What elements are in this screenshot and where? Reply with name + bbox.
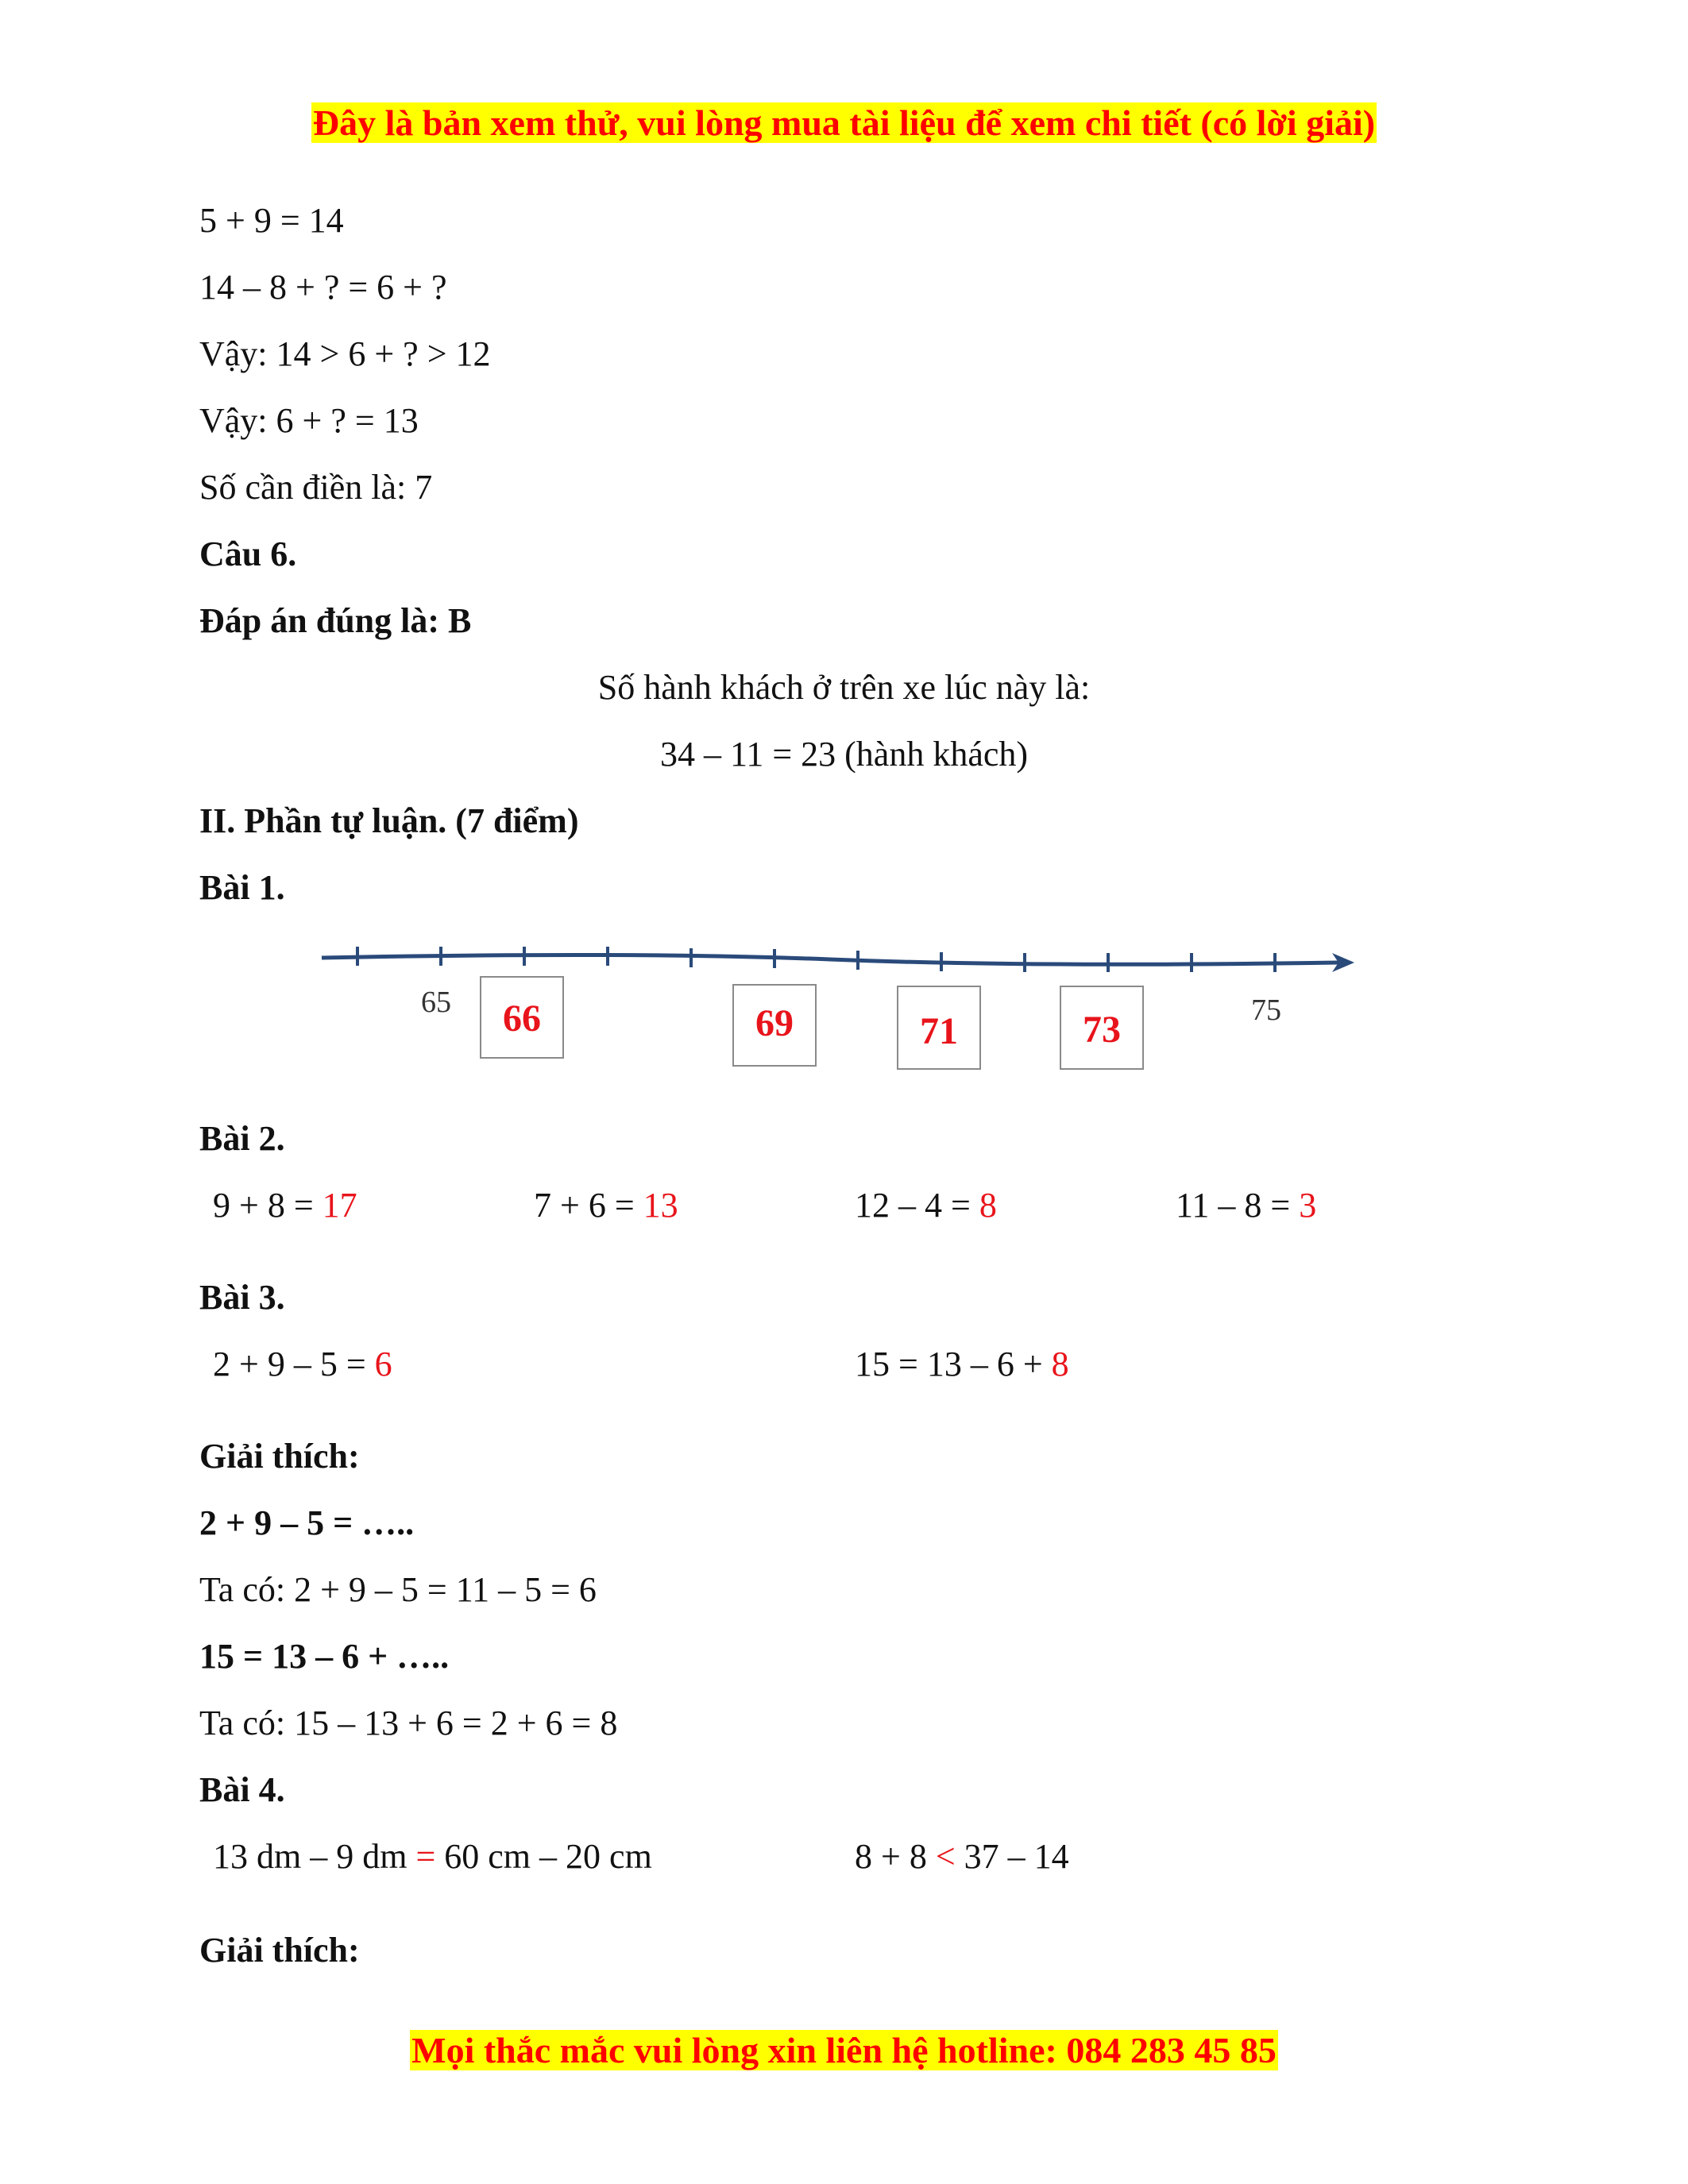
answer-box-69-value: 69 bbox=[755, 1002, 794, 1044]
answer-box-66-value: 66 bbox=[503, 997, 541, 1040]
calc-line-2: 14 – 8 + ? = 6 + ? bbox=[199, 268, 447, 307]
answer-box-71-value: 71 bbox=[920, 1010, 958, 1052]
answer-box-73-value: 73 bbox=[1083, 1009, 1121, 1051]
bai2-item-1: 9 + 8 = 17 bbox=[213, 1186, 357, 1225]
calc-line-1: 5 + 9 = 14 bbox=[199, 201, 344, 240]
bai3-title: Bài 3. bbox=[199, 1278, 285, 1317]
bai1-title: Bài 1. bbox=[199, 868, 285, 907]
bai3-explain-2-heading: 15 = 13 – 6 + ….. bbox=[199, 1637, 450, 1676]
cau6-explain-2: 34 – 11 = 23 (hành khách) bbox=[659, 735, 1029, 774]
bai4-compare-1: 13 dm – 9 dm = 60 cm – 20 cm bbox=[213, 1837, 652, 1876]
bai4-title: Bài 4. bbox=[199, 1770, 285, 1809]
bai3-explain-title: Giải thích: bbox=[199, 1437, 360, 1476]
number-line-figure bbox=[314, 931, 1362, 1075]
bai3-explain-2-body: Ta có: 15 – 13 + 6 = 2 + 6 = 8 bbox=[199, 1704, 618, 1742]
bai3-explain-1-heading: 2 + 9 – 5 = ….. bbox=[199, 1503, 415, 1542]
bai3-explain-1-body: Ta có: 2 + 9 – 5 = 11 – 5 = 6 bbox=[199, 1570, 597, 1609]
calc-line-4: Vậy: 6 + ? = 13 bbox=[199, 401, 419, 440]
bai4-explain-title: Giải thích: bbox=[199, 1931, 360, 1970]
bai3-item-2: 15 = 13 – 6 + 8 bbox=[855, 1345, 1069, 1383]
preview-notice-text: Đây là bản xem thử, vui lòng mua tài liệu để xem chi tiết (có lời giải) bbox=[312, 102, 1376, 143]
bai2-title: Bài 2. bbox=[199, 1119, 285, 1158]
preview-notice-banner bbox=[0, 100, 1688, 146]
calc-line-3: Vậy: 14 > 6 + ? > 12 bbox=[199, 334, 491, 373]
bai2-item-2: 7 + 6 = 13 bbox=[534, 1186, 678, 1225]
hotline-text: Mọi thắc mắc vui lòng xin liên hệ hotline: 084 283 45 85 bbox=[411, 2030, 1277, 2070]
cau6-explain-1: Số hành khách ở trên xe lúc này là: bbox=[597, 668, 1091, 707]
cau6-title: Câu 6. bbox=[199, 534, 297, 573]
number-line-label-75: 75 bbox=[1251, 994, 1281, 1027]
calc-line-5: Số cần điền là: 7 bbox=[199, 468, 433, 507]
bai3-item-1: 2 + 9 – 5 = 6 bbox=[213, 1345, 392, 1383]
hotline-banner bbox=[0, 2028, 1688, 2074]
cau6-answer: Đáp án đúng là: B bbox=[199, 601, 472, 640]
number-line-label-65: 65 bbox=[421, 986, 451, 1019]
part2-title: II. Phần tự luận. (7 điểm) bbox=[199, 801, 579, 840]
bai2-item-3: 12 – 4 = 8 bbox=[855, 1186, 997, 1225]
number-line-axis bbox=[322, 955, 1338, 964]
bai2-item-4: 11 – 8 = 3 bbox=[1176, 1186, 1317, 1225]
bai4-compare-2: 8 + 8 < 37 – 14 bbox=[855, 1837, 1069, 1876]
